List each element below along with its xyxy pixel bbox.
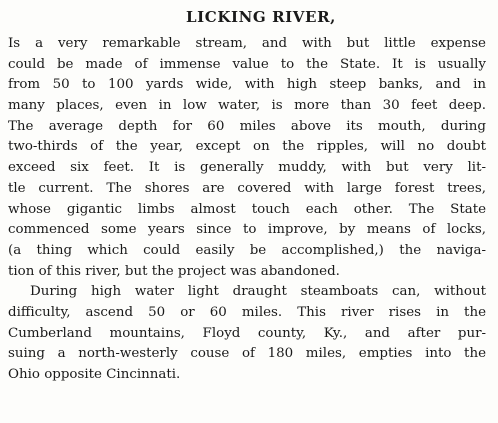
- body-line: tle current. The shores are covered with large forest trees,: [8, 180, 486, 196]
- body-line: difficulty, ascend 50 or 60 miles. This river rises in the: [8, 304, 486, 320]
- body-line: two-thirds of the year, except on the ripples, will no doubt: [8, 139, 486, 155]
- body-line: suing a north-westerly couse of 180 miles, empties into the: [8, 346, 486, 362]
- body-line: commenced some years since to improve, by means of locks,: [8, 222, 486, 238]
- body-line: During high water light draught steamboats can, without: [30, 284, 486, 300]
- body-line: could be made of immense value to the State. It is usually: [8, 56, 486, 72]
- body-line: Is a very remarkable stream, and with but little expense: [8, 36, 486, 51]
- body-line: many places, even in low water, is more than 30 feet deep.: [8, 98, 486, 114]
- body-line: Ohio opposite Cincinnati.: [8, 367, 181, 382]
- body-line: exceed six feet. It is generally muddy, with but very lit-: [8, 160, 486, 176]
- body-line: from 50 to 100 yards wide, with high steep banks, and in: [8, 77, 486, 93]
- body-line: whose gigantic limbs almost touch each other. The State: [8, 201, 486, 217]
- article-title: LICKING RIVER,: [186, 8, 336, 26]
- body-line: tion of this river, but the project was abandoned.: [8, 263, 340, 279]
- body-line: Cumberland mountains, Floyd county, Ky., and after pur-: [8, 325, 486, 341]
- body-line: (a thing which could easily be accomplished,) the naviga-: [8, 242, 486, 258]
- article-body: [8, 34, 486, 386]
- body-line: The average depth for 60 miles above its mouth, during: [8, 118, 486, 134]
